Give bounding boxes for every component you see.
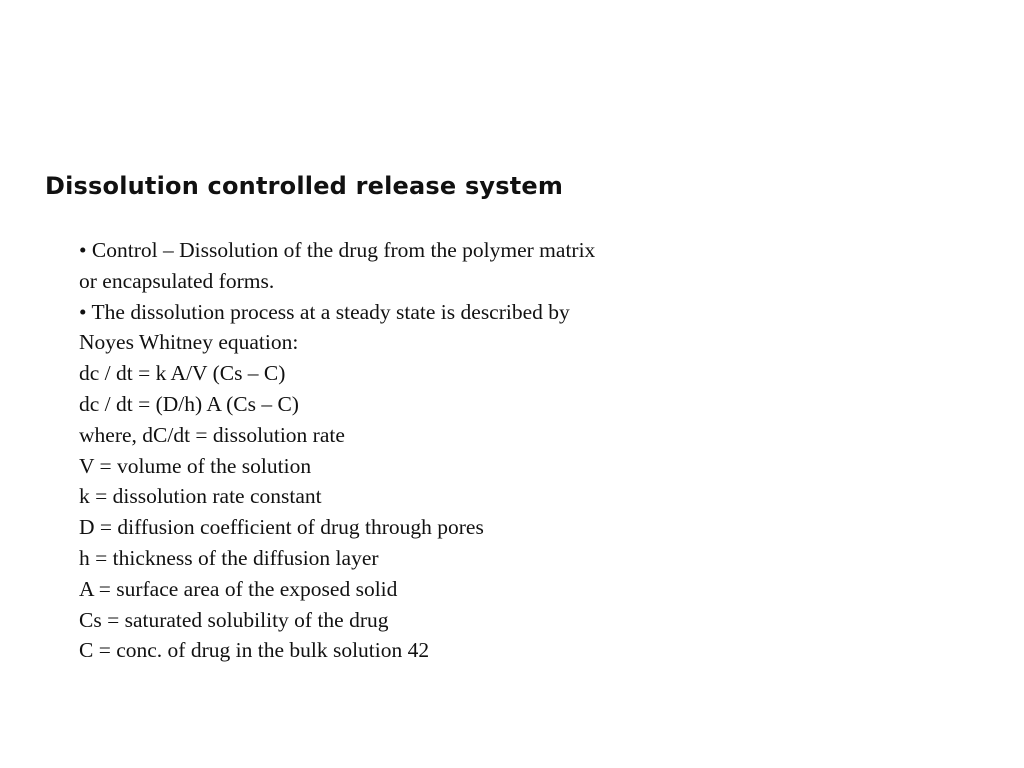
slide-body	[79, 235, 595, 666]
body-line: • Control – Dissolution of the drug from the polymer matrix	[79, 238, 596, 262]
definition-line: C = conc. of drug in the bulk solution 42	[79, 638, 430, 663]
definition-line: h = thickness of the diffusion layer	[79, 545, 379, 570]
body-line: Noyes Whitney equation:	[79, 330, 299, 355]
equation-line: dc / dt = k A/V (Cs – C)	[79, 361, 286, 386]
slide-title: Dissolution controlled release system	[45, 172, 564, 200]
definition-line: Cs = saturated solubility of the drug	[79, 607, 389, 632]
body-line: • The dissolution process at a steady state is described by	[79, 299, 570, 324]
definition-line: where, dC/dt = dissolution rate	[79, 422, 345, 447]
definition-line: k = dissolution rate constant	[79, 484, 322, 509]
definition-line: V = volume of the solution	[79, 453, 312, 478]
definition-line: A = surface area of the exposed solid	[79, 576, 398, 601]
body-line: or encapsulated forms.	[79, 268, 275, 293]
equation-line: dc / dt = (D/h) A (Cs – C)	[79, 391, 299, 416]
definition-line: D = diffusion coefficient of drug through pores	[79, 515, 484, 540]
